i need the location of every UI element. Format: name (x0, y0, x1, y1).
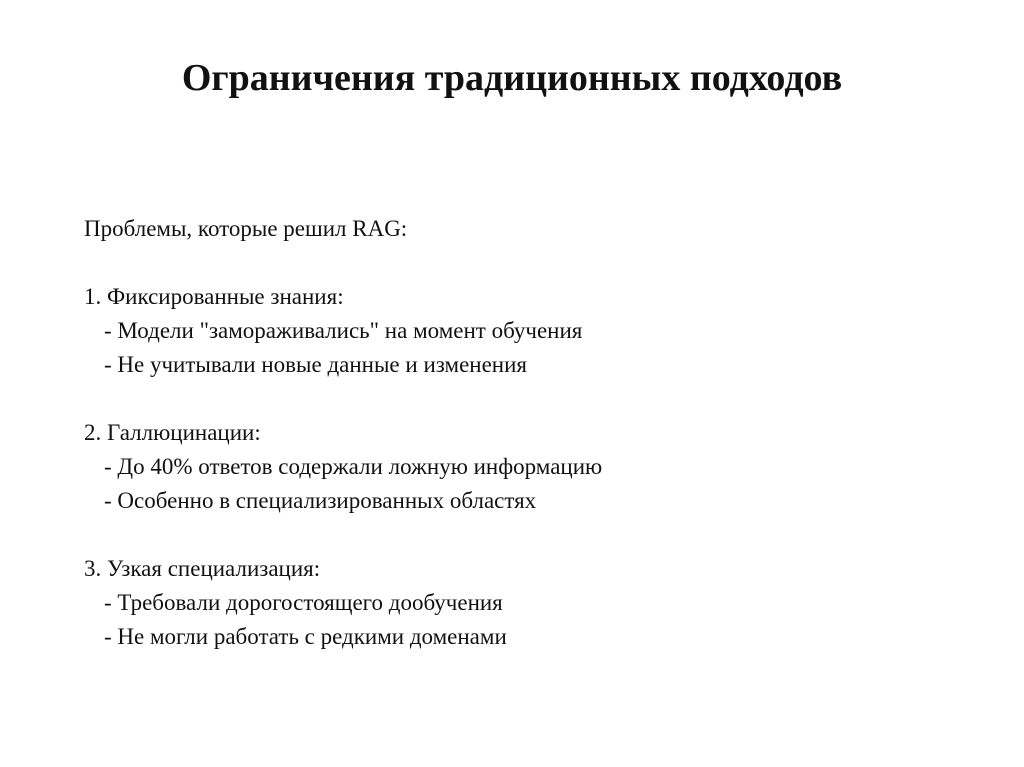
spacer (84, 518, 964, 552)
bullet-point: - Не учитывали новые данные и изменения (104, 352, 527, 377)
intro-text: Проблемы, которые решил RAG: (84, 216, 408, 241)
spacer (84, 246, 964, 280)
bullet-point: - Требовали дорогостоящего дообучения (104, 590, 503, 615)
bullet-point: - Не могли работать с редкими доменами (104, 624, 507, 649)
bullet-point: - Модели "замораживались" на момент обучения (104, 318, 583, 343)
section-heading-hallucinations: 2. Галлюцинации: (84, 420, 261, 445)
slide-body (84, 212, 964, 654)
spacer (84, 382, 964, 416)
bullet-point: - Особенно в специализированных областях (104, 488, 537, 513)
slide-title: Ограничения традиционных подходов (181, 57, 843, 99)
bullet-point: - До 40% ответов содержали ложную информацию (104, 454, 603, 479)
section-heading-narrow-specialization: 3. Узкая специализация: (84, 556, 321, 581)
section-heading-fixed-knowledge: 1. Фиксированные знания: (84, 284, 344, 309)
